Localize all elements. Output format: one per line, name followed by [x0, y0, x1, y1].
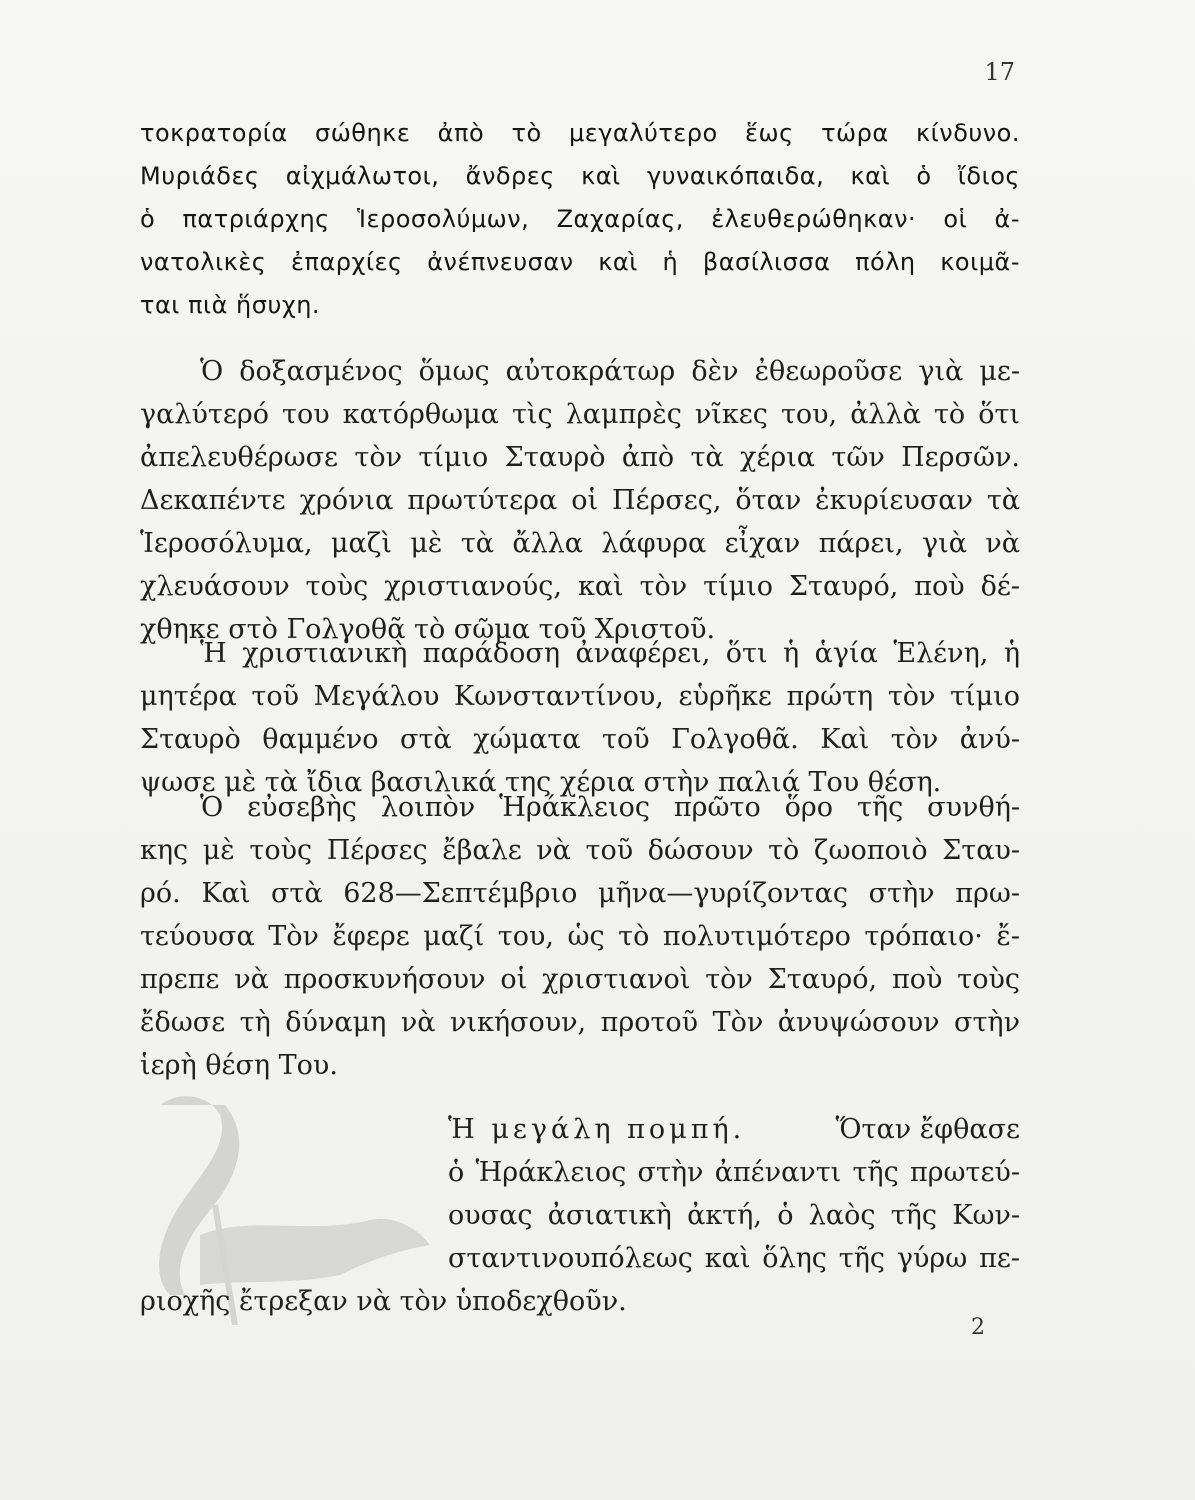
paragraph-2	[140, 350, 1020, 651]
paragraph-3	[140, 632, 1020, 804]
text-line: πρεπε νὰ προσκυνήσουν οἱ χριστιανοὶ τὸν Σταυρό, ποὺ τοὺς	[140, 964, 1020, 995]
text-line: ἔδωσε τὴ δύναμη νὰ νικήσουν, προτοῦ Τὸν ἀνυψώσουν στὴν	[140, 1007, 1020, 1038]
text-line: νατολικὲς ἐπαρχίες ἀνέπνευσαν καὶ ἡ βασίλισσα πόλη κοιμᾶ-	[140, 248, 1020, 276]
text-line: μητέρα τοῦ Μεγάλου Κωνσταντίνου, εὑρῆκε πρώτη τὸν τίμιο	[140, 681, 1020, 712]
paragraph-5	[140, 1108, 1020, 1323]
text-line: γαλύτερό του κατόρθωμα τὶς λαμπρὲς νῖκες του, ἀλλὰ τὸ ὅτι	[140, 399, 1020, 430]
text-line: Δεκαπέντε χρόνια πρωτύτερα οἱ Πέρσες, ὅταν ἐκυρίευσαν τὰ	[140, 485, 1020, 516]
text-line: τεύουσα Τὸν ἔφερε μαζί του, ὡς τὸ πολυτιμότερο τρόπαιο· ἔ-	[140, 921, 1020, 952]
text-line: Ὁ δοξασμένος ὅμως αὐτοκράτωρ δὲν ἐθεωροῦσε γιὰ με-	[200, 356, 1020, 387]
text-line: χθηκε στὸ Γολγοθᾶ τὸ σῶμα τοῦ Χριστοῦ.	[140, 614, 716, 645]
text-line: ἀπελευθέρωσε τὸν τίμιο Σταυρὸ ἀπὸ τὰ χέρια τῶν Περσῶν.	[140, 442, 1020, 473]
text-line: Μυριάδες αἰχμάλωτοι, ἄνδρες καὶ γυναικόπαιδα, καὶ ὁ ἴδιος	[140, 162, 1020, 190]
text-line: χλευάσουν τοὺς χριστιανούς, καὶ τὸν τίμιο Σταυρό, ποὺ δέ-	[140, 571, 1020, 602]
text-line: σταντινουπόλεως καὶ ὅλης τῆς γύρω πε-	[448, 1243, 1020, 1274]
text-line: ὁ πατριάρχης Ἱεροσολύμων, Ζαχαρίας, ἐλευθερώθηκαν· οἱ ἀ-	[140, 205, 1020, 233]
text-line: ψωσε μὲ τὰ ἴδια βασιλικά της χέρια στὴν παλιά Του θέση.	[140, 767, 942, 798]
text-segment: Ὅταν ἔφθασε	[835, 1114, 1020, 1145]
text-line: ἱερὴ θέση Του.	[140, 1050, 338, 1081]
page-number: 17	[984, 58, 1015, 86]
text-line: Ὁ εὐσεβὴς λοιπὸν Ἡράκλειος πρῶτο ὅρο τῆς συνθή-	[200, 792, 1020, 823]
signature-mark: 2	[971, 1315, 985, 1340]
text-line: ουσας ἀσιατικὴ ἀκτή, ὁ λαὸς τῆς Κων-	[448, 1200, 1020, 1231]
text-line: Σταυρὸ θαμμένο στὰ χώματα τοῦ Γολγοθᾶ. Καὶ τὸν ἀνύ-	[140, 724, 1020, 755]
text-line: ὁ Ἡράκλειος στὴν ἀπέναντι τῆς πρωτεύ-	[448, 1157, 1020, 1188]
text-line: κης μὲ τοὺς Πέρσες ἔβαλε νὰ τοῦ δώσουν τὸ ζωοποιὸ Σταυ-	[140, 835, 1020, 866]
section-heading: Ἡ μεγάλη πομπή.	[448, 1114, 746, 1145]
text-line: ριοχῆς ἔτρεξαν νὰ τὸν ὑποδεχθοῦν.	[140, 1286, 627, 1317]
paragraph-1	[140, 112, 1020, 327]
paragraph-4	[140, 786, 1020, 1087]
text-line: ται πιὰ ἥσυχη.	[140, 291, 321, 319]
text-line-first	[448, 1108, 1020, 1151]
text-line: ρό. Καὶ στὰ 628—Σεπτέμβριο μῆνα—γυρίζοντας στὴν πρω-	[140, 878, 1020, 909]
text-line: τοκρατορία σώθηκε ἀπὸ τὸ μεγαλύτερο ἕως τώρα κίνδυνο.	[140, 119, 1020, 147]
text-line: Ἱεροσόλυμα, μαζὶ μὲ τὰ ἄλλα λάφυρα εἶχαν πάρει, γιὰ νὰ	[140, 528, 1020, 559]
text-line: Ἡ χριστιανικὴ παράδοση ἀναφέρει, ὅτι ἡ ἁγία Ἑλένη, ἡ	[200, 638, 1020, 669]
